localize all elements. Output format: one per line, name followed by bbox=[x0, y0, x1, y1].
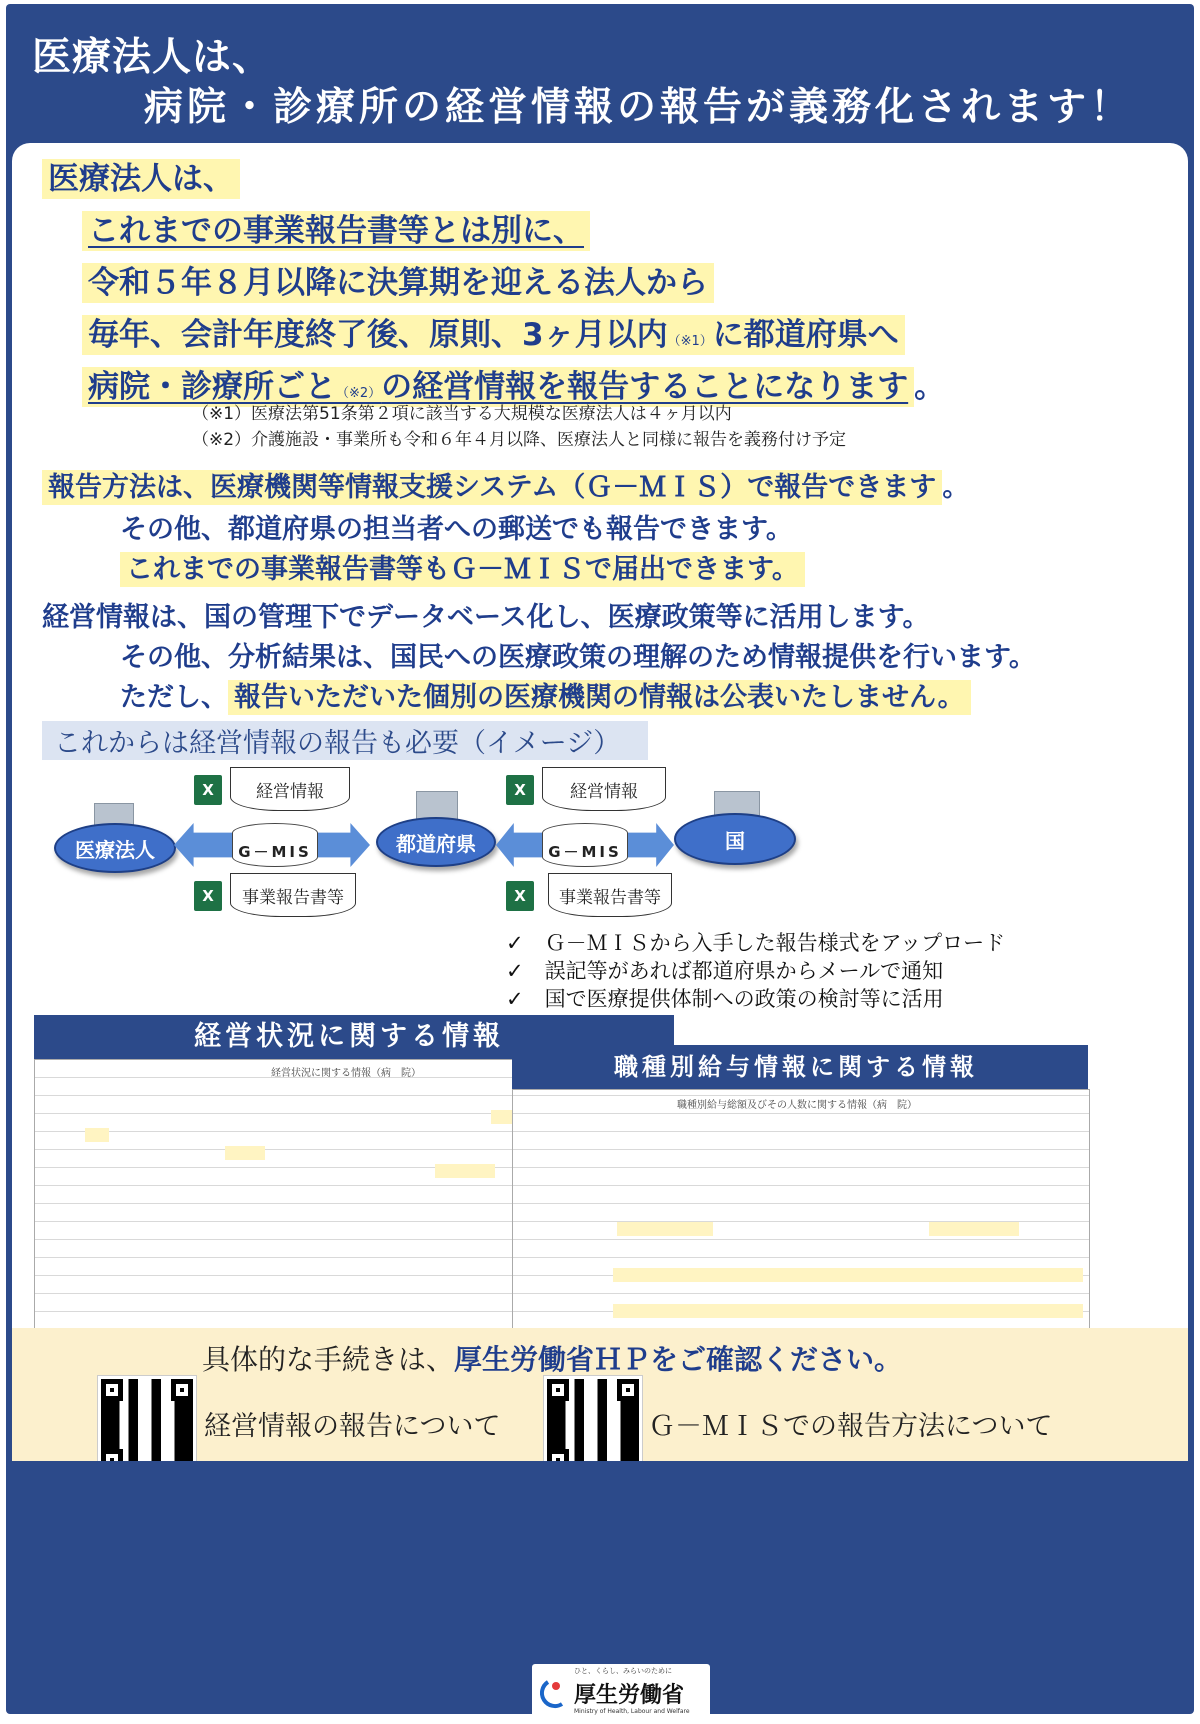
link-gmis-method[interactable]: Ｇ－ＭＩＳでの報告方法について bbox=[648, 1411, 1053, 1442]
doc-mgmt-2: 経営情報 bbox=[542, 767, 666, 811]
header-line-2: 病院・診療所の経営情報の報告が義務化されます！ bbox=[144, 85, 1134, 130]
footnote-1: （※1）医療法第51条第２項に該当する大規模な医療法人は４ヶ月以内 bbox=[192, 404, 732, 424]
form-cell bbox=[613, 1268, 1083, 1282]
logo-english: Ministry of Health, Labour and Welfare bbox=[574, 1708, 690, 1715]
form-right-caption: 職種別給与総額及びその人数に関する情報（病 院） bbox=[677, 1100, 917, 1111]
excel-icon: X bbox=[194, 881, 222, 911]
intro-line-3: 令和５年８月以降に決算期を迎える法人から bbox=[82, 257, 714, 302]
intro-line-4: 毎年、会計年度終了後、原則、3ヶ月以内（※1）に都道府県へ bbox=[82, 309, 905, 354]
form-right-title: 職種別給与情報に関する情報 bbox=[512, 1045, 1088, 1089]
qr-finder bbox=[617, 1379, 639, 1401]
qr-code-gmis-method[interactable] bbox=[544, 1376, 642, 1461]
form-cell bbox=[617, 1222, 713, 1236]
note-ref-1: （※1） bbox=[667, 334, 713, 349]
mhlw-logo bbox=[532, 1664, 710, 1724]
usage-line-2: その他、分析結果は、国民への医療政策の理解のため情報提供を行います。 bbox=[120, 642, 1036, 673]
qr-code-mgmt-report[interactable] bbox=[98, 1376, 196, 1461]
form-cell bbox=[929, 1222, 1019, 1236]
check-item-2: ✓ 誤記等があれば都道府県からメールで通知 bbox=[506, 959, 944, 983]
form-left-caption: 経営状況に関する情報（病 院） bbox=[271, 1068, 421, 1079]
logo-name: 厚生労働省 bbox=[574, 1683, 685, 1708]
header bbox=[6, 4, 1194, 144]
qr-finder bbox=[101, 1449, 123, 1461]
pref-node: 都道府県 bbox=[376, 817, 496, 867]
usage-line-3: ただし、 報告いただいた個別の医療機関の情報は公表いたしません。 bbox=[120, 675, 971, 714]
doc-biz-1: 事業報告書等 bbox=[230, 873, 356, 917]
procedure-headline: 具体的な手続きは、厚生労働省ＨＰをご確認ください。 bbox=[202, 1343, 903, 1376]
form-cell bbox=[225, 1146, 265, 1160]
content-panel bbox=[12, 143, 1188, 1461]
usage-line-1: 経営情報は、国の管理下でデータベース化し、医療政策等に活用します。 bbox=[42, 602, 930, 633]
footer bbox=[6, 1464, 1194, 1714]
header-line-1: 医療法人は、 bbox=[32, 35, 273, 80]
intro-line-2: これまでの事業報告書等とは別に、 bbox=[82, 205, 590, 250]
excel-icon: X bbox=[506, 775, 534, 805]
gmis-db-2: G－MIS bbox=[542, 823, 628, 867]
intro-line-5: 病院・診療所ごと（※2）の経営情報を報告することになります 。 bbox=[82, 361, 945, 406]
excel-icon: X bbox=[194, 775, 222, 805]
qr-finder bbox=[547, 1379, 569, 1401]
nation-node: 国 bbox=[674, 813, 796, 865]
mhlw-hp-link[interactable]: 厚生労働省ＨＰをご確認ください。 bbox=[454, 1343, 903, 1376]
form-left-image bbox=[34, 1059, 520, 1331]
footnote-2: （※2）介護施設・事業所も令和６年４月以降、医療法人と同様に報告を義務付け予定 bbox=[192, 430, 847, 450]
form-cell bbox=[435, 1164, 495, 1178]
intro-line-1: 医療法人は、 bbox=[42, 153, 240, 198]
method-line-3: これまでの事業報告書等もＧ－ＭＩＳで届出できます。 bbox=[120, 547, 805, 586]
check-item-1: ✓ Ｇ－ＭＩＳから入手した報告様式をアップロード bbox=[506, 931, 1006, 955]
method-line-2: その他、都道府県の担当者への郵送でも報告できます。 bbox=[120, 514, 793, 545]
qr-finder bbox=[101, 1379, 123, 1401]
method-line-1: 報告方法は、医療機関等情報支援システム（Ｇ－ＭＩＳ）で報告できます 。 bbox=[42, 465, 969, 504]
note-ref-2: （※2） bbox=[336, 386, 382, 401]
form-left-title: 経営状況に関する情報 bbox=[34, 1015, 674, 1059]
qr-finder bbox=[171, 1379, 193, 1401]
form-cell bbox=[613, 1304, 1083, 1318]
poster-frame bbox=[6, 4, 1194, 1714]
gmis-db-1: G－MIS bbox=[232, 823, 318, 867]
qr-finder bbox=[547, 1449, 569, 1461]
form-cell bbox=[85, 1128, 109, 1142]
diagram-label: これからは経営情報の報告も必要（イメージ） bbox=[42, 721, 648, 760]
link-mgmt-report[interactable]: 経営情報の報告について bbox=[204, 1411, 501, 1442]
mhlw-mark-icon bbox=[540, 1678, 566, 1710]
excel-icon: X bbox=[506, 881, 534, 911]
doc-biz-2: 事業報告書等 bbox=[548, 873, 672, 917]
logo-tagline: ひと、くらし、みらいのために bbox=[574, 1667, 672, 1675]
procedure-box bbox=[12, 1328, 1188, 1461]
corp-node: 医療法人 bbox=[54, 823, 176, 873]
check-item-3: ✓ 国で医療提供体制への政策の検討等に活用 bbox=[506, 987, 944, 1011]
form-right-image bbox=[512, 1089, 1090, 1331]
doc-mgmt-1: 経営情報 bbox=[230, 767, 350, 811]
